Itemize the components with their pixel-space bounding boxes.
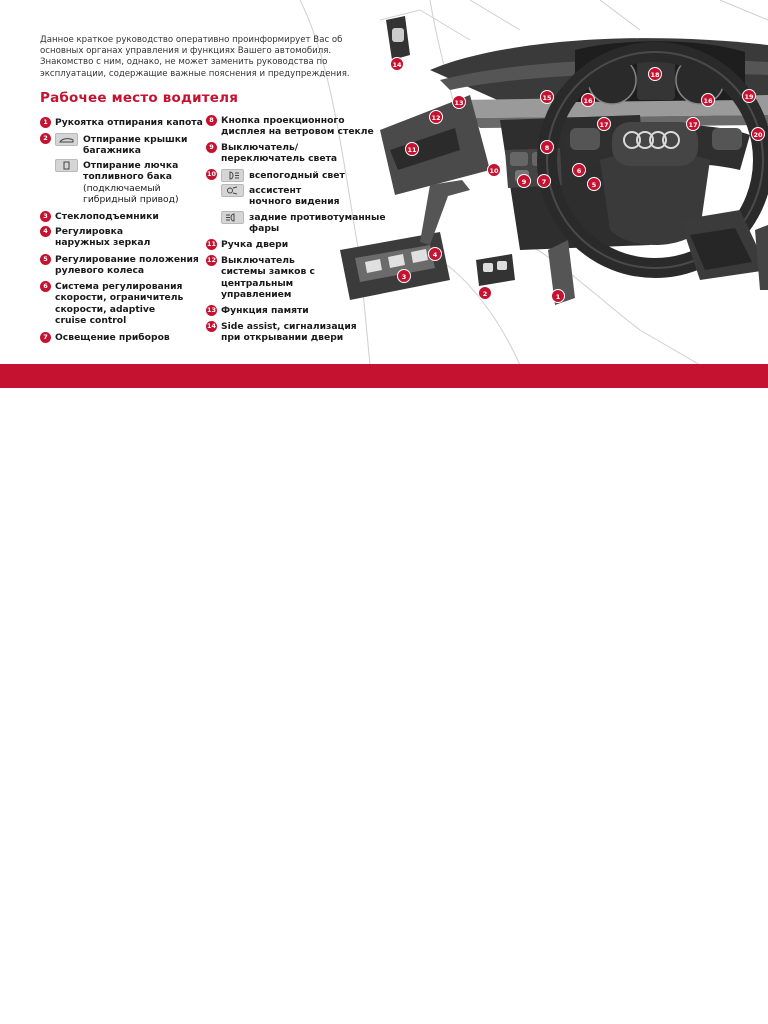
callout-number: 6: [40, 281, 51, 292]
legend-label: управлением: [221, 288, 292, 300]
callout-marker: 16: [581, 93, 595, 107]
rear-fog-icon: [221, 211, 244, 224]
legend-label: наружных зеркал: [55, 237, 151, 249]
legend-note: гибридный привод): [83, 193, 179, 205]
intro-line: эксплуатации, содержащие важные пояснения и предупреждения.: [40, 68, 350, 79]
legend-label: Регулирование положения: [55, 254, 199, 265]
intro-line: основных органах управления и функциях Вашего автомобиля.: [40, 46, 332, 57]
legend-label: Функция памяти: [221, 305, 309, 316]
legend-label: Стеклоподъемники: [55, 211, 159, 222]
callout-number: 4: [40, 226, 51, 237]
callout-marker: 3: [397, 269, 411, 283]
callout-marker: 2: [478, 286, 492, 300]
callout-marker: 15: [540, 90, 554, 104]
legend-note: (подключаемый: [83, 182, 161, 194]
callout-number: 10: [206, 170, 217, 178]
callout-marker: 18: [648, 67, 662, 81]
callout-number: 11: [206, 240, 217, 248]
callout-marker: 8: [540, 140, 554, 154]
legend-label: Система регулирования: [55, 281, 183, 292]
callout-marker: 17: [686, 117, 700, 131]
callout-marker: 10: [487, 163, 501, 177]
callout-marker: 13: [452, 95, 466, 109]
section-title: Рабочее место водителя: [40, 90, 239, 106]
callout-marker: 19: [742, 89, 756, 103]
legend-label: переключатель света: [221, 153, 338, 165]
red-footer-band: [0, 364, 768, 388]
legend-label: Выключатель: [221, 255, 295, 266]
callout-number: 3: [40, 211, 51, 222]
callout-number: 1: [40, 117, 51, 128]
legend-label: всепогодный свет: [249, 170, 345, 181]
legend-label: фары: [249, 223, 280, 235]
legend-label: топливного бака: [83, 171, 172, 183]
intro-paragraph: [40, 35, 380, 80]
legend-label: Кнопка проекционного: [221, 115, 345, 126]
legend-label: Регулировка: [55, 226, 124, 237]
legend-label: Рукоятка отпирания капота: [55, 117, 203, 128]
legend-label: ночного видения: [249, 196, 340, 208]
legend-label: рулевого колеса: [55, 265, 145, 277]
callout-number: 13: [206, 306, 217, 314]
legend-label: Отпирание лючка: [83, 160, 179, 171]
fuel-door-icon: [55, 159, 78, 172]
night-vision-icon: [221, 184, 244, 197]
callout-marker: 1: [551, 289, 565, 303]
legend-label: cruise control: [55, 314, 127, 326]
legend-label: системы замков с: [221, 266, 315, 278]
driver-workplace-page: [0, 0, 768, 365]
fog-light-icon: [221, 169, 244, 182]
callout-number: 14: [206, 322, 217, 330]
callout-marker: 9: [517, 174, 531, 188]
callout-marker: 11: [405, 142, 419, 156]
callout-marker: 4: [428, 247, 442, 261]
callout-marker: 7: [537, 174, 551, 188]
intro-line: Данное краткое руководство оперативно проинформирует Вас об: [40, 35, 343, 45]
legend-label: скорости, ограничитель: [55, 292, 184, 304]
trunk-icon: [55, 133, 78, 146]
callout-marker: 20: [751, 127, 765, 141]
callout-number: 5: [40, 254, 51, 265]
callout-marker: 17: [597, 117, 611, 131]
callout-marker: 6: [572, 163, 586, 177]
legend-label: задние противотуманные: [249, 212, 386, 223]
callout-marker: 14: [390, 57, 404, 71]
intro-line: Знакомство с ним, однако, не может заменить руководства по: [40, 57, 328, 68]
legend-label: Выключатель/: [221, 142, 299, 153]
legend-label: Ручка двери: [221, 239, 289, 250]
callout-marker: 5: [587, 177, 601, 191]
callout-number: 9: [206, 142, 217, 153]
callout-number: 2: [40, 133, 51, 144]
legend-label: Освещение приборов: [55, 332, 170, 343]
legend-label: дисплея на ветровом стекле: [221, 126, 374, 138]
legend-label: Отпирание крышки: [83, 134, 188, 145]
callout-marker: 16: [701, 93, 715, 107]
legend-label: скорости, adaptive: [55, 303, 156, 315]
legend-label: центральным: [221, 277, 294, 289]
callout-marker: 12: [429, 110, 443, 124]
callout-number: 7: [40, 332, 51, 343]
callout-number: 8: [206, 115, 217, 126]
legend-label: Side assist, сигнализация: [221, 321, 357, 332]
legend-label: ассистент: [249, 185, 302, 196]
callout-number: 12: [206, 256, 217, 264]
legend-label: багажника: [83, 145, 141, 157]
legend-label: при открывании двери: [221, 332, 344, 344]
